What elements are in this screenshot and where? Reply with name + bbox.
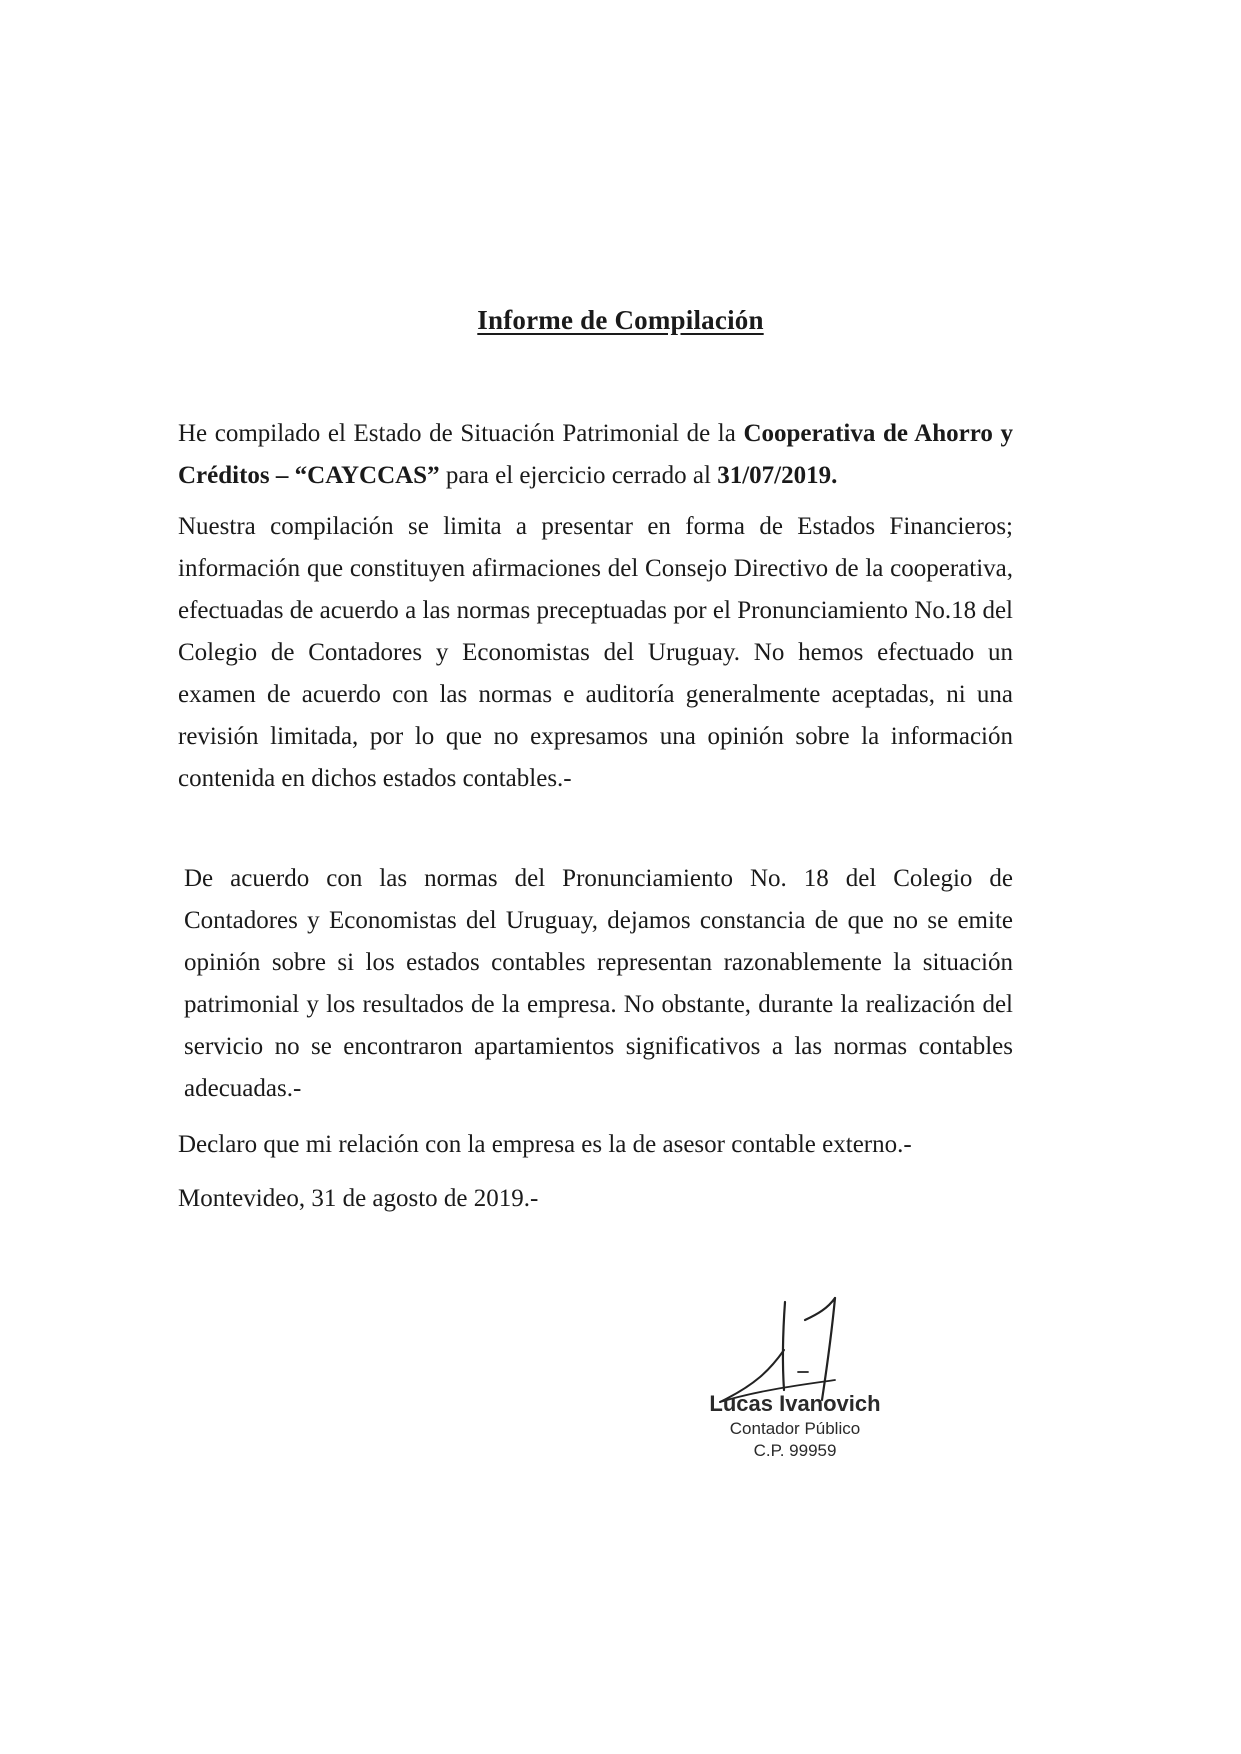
paragraph-opinion-text: De acuerdo con las normas del Pronunciamiento No. 18 del Colegio de Contadores y Economistas del Uruguay, dejamos constancia de que no se emite opinión sobre si los estados contables representan razonablemente la situación patrimonial y los resultados de la empresa. No obstante, durante la realización del servicio no se encontraron apartamientos significativos a las normas contables adecuadas.- (184, 865, 1013, 1102)
place-and-date-text: Montevideo, 31 de agosto de 2019.- (178, 1185, 539, 1212)
paragraph-opinion (184, 858, 1013, 1110)
place-and-date (178, 1178, 1013, 1220)
signer-block (700, 1390, 890, 1462)
paragraph-intro-text-1: He compilado el Estado de Situación Patrimonial de la (178, 420, 744, 447)
signer-role: Contador Público (729, 1419, 861, 1438)
paragraph-intro (178, 413, 1013, 497)
signer-registration: C.P. 99959 (753, 1441, 837, 1460)
paragraph-scope-text: Nuestra compilación se limita a presentar en forma de Estados Financieros; información que constituyen afirmaciones del Consejo Directivo de la cooperativa, efectuadas de acuerdo a las normas preceptuadas por el Pronunciamiento No.18 del Colegio de Contadores y Economistas del Uruguay. No hemos efectuado un examen de acuerdo con las normas e auditoría generalmente aceptadas, ni una revisión limitada, por lo que no expresamos una opinión sobre la información contenida en dichos estados contables.- (178, 513, 1013, 792)
paragraph-declaration-text: Declaro que mi relación con la empresa es la de asesor contable externo.- (178, 1131, 912, 1158)
document-title: Informe de Compilación (477, 305, 764, 335)
paragraph-intro-text-2: para el ejercicio cerrado al (439, 462, 718, 489)
paragraph-scope (178, 506, 1013, 800)
cooperative-name: Cooperativa de Ahorro y Créditos – “CAYCCAS” (178, 420, 1013, 489)
signer-name: Lucas Ivanovich (709, 1391, 881, 1416)
paragraph-declaration (178, 1124, 1013, 1166)
period-end-date: 31/07/2019. (717, 462, 838, 489)
